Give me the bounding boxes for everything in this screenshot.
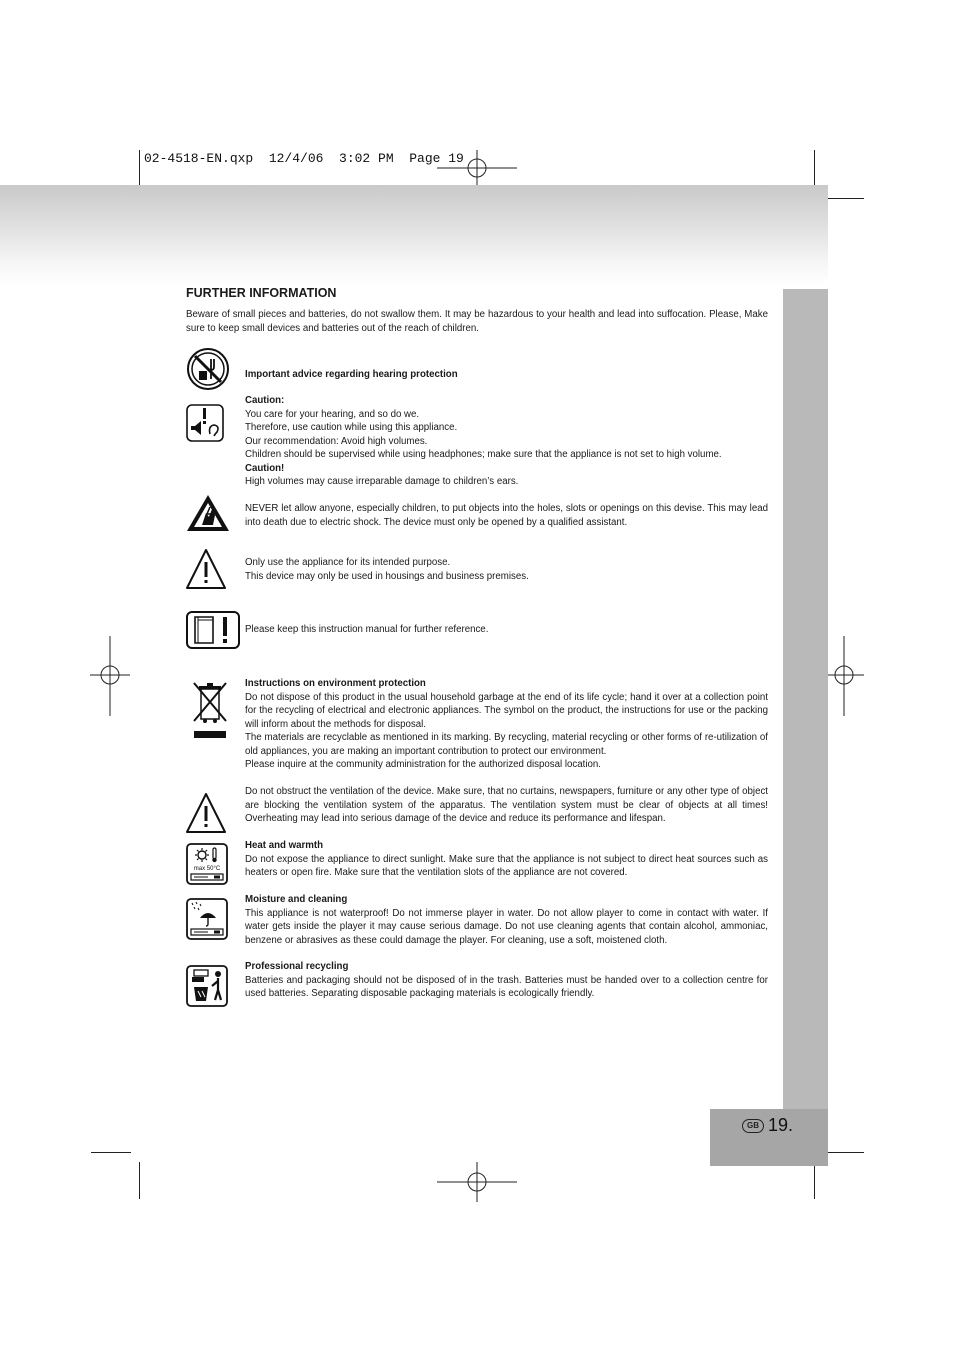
manual-book-icon [186, 611, 240, 649]
moisture-icon [186, 898, 228, 940]
side-tab-bar [783, 289, 828, 1109]
print-slug: 02-4518-EN.qxp 12/4/06 3:02 PM Page 19 [144, 151, 464, 166]
moisture-block [245, 893, 768, 947]
language-badge: GB [742, 1119, 764, 1133]
max-temperature-label: max 50°C [193, 866, 221, 872]
crop-mark [824, 1152, 864, 1153]
hearing-block [245, 394, 768, 489]
environment-paragraph: Please inquire at the community administration for the authorized disposal location. [245, 759, 601, 770]
shock-paragraph: NEVER let allow anyone, especially children, to put objects into the holes, slots or openings on this devise. This may lead into death due to electric shock. The device must only be opened by a qualified assistant. [245, 503, 768, 528]
environment-title: Instructions on environment protection [245, 678, 426, 689]
recycling-block [245, 960, 768, 1001]
hearing-line: Therefore, use caution while using this appliance. [245, 422, 458, 433]
recycling-bin-icon [186, 965, 228, 1007]
crop-mark [91, 1152, 131, 1153]
intro-paragraph: Beware of small pieces and batteries, do not swallow them. It may be hazardous to your health and lead into suffocation. Please, Make sure to keep small devices and batteries out of the reach of children. [186, 309, 768, 334]
environment-paragraph: The materials are recyclable as mentioned in its marking. By recycling, material recycling or other forms of re-utilization of old appliances, you are making an important contribution to protect our environment. [245, 732, 768, 757]
hearing-line: You care for your hearing, and so do we. [245, 408, 420, 420]
purpose-line: Only use the appliance for its intended purpose. [245, 557, 451, 568]
registration-mark-bottom [437, 1162, 517, 1202]
heat-paragraph: Do not expose the appliance to direct sunlight. Make sure that the appliance is not subject to direct heat sources such as heaters or open fire. Make sure that the ventilation slots of the appliance are not covered. [245, 853, 768, 878]
registration-mark-top [437, 150, 517, 190]
heat-title: Heat and warmth [245, 840, 324, 851]
ventilation-paragraph: Do not obstruct the ventilation of the device. Make sure, that no curtains, newspapers, furniture or any other type of object are blocking the ventilation system of the apparatus. The ventilation system must be clear of objects at all times! Overheating may lead into serious damage of the device and reduce its performance and lifespan. [245, 786, 768, 824]
main-content [186, 286, 768, 335]
caution-label: Caution! [245, 462, 285, 474]
page-number: 19. [768, 1115, 794, 1135]
manual-paragraph: Please keep this instruction manual for further reference. [245, 624, 489, 635]
electric-shock-icon [186, 493, 230, 533]
heat-block [245, 839, 768, 880]
purpose-block [245, 556, 768, 583]
purpose-line: This device may only be used in housings and business premises. [245, 570, 529, 582]
page-title: FURTHER INFORMATION [186, 286, 337, 300]
crop-mark [824, 198, 864, 199]
crop-mark [814, 1162, 815, 1199]
crop-mark [139, 150, 140, 187]
environment-block [245, 677, 768, 772]
recycling-paragraph: Batteries and packaging should not be disposed of in the trash. Batteries must be handed over to a collection centre for used batteries. Separating disposable packaging materials is ecologically friendly. [245, 974, 768, 999]
heat-icon [186, 843, 228, 885]
hearing-line: High volumes may cause irreparable damage to children’s ears. [245, 476, 519, 487]
hearing-line: Our recommendation: Avoid high volumes. [245, 435, 428, 447]
hearing-line: Children should be supervised while using headphones; make sure that the appliance is not set to high volume. [245, 449, 722, 460]
registration-mark-right [824, 636, 864, 716]
hearing-warning-icon [186, 404, 224, 442]
weee-bin-icon [192, 681, 228, 741]
hearing-title: Important advice regarding hearing protection [245, 369, 458, 380]
environment-paragraph: Do not dispose of this product in the usual household garbage at the end of its life cycle; hand it over at a collection point for the recycling of electrical and electronic appliances. The symbol on the product, the instructions for use or the packing will inform about the methods for disposal. [245, 691, 768, 730]
moisture-title: Moisture and cleaning [245, 894, 348, 905]
recycling-title: Professional recycling [245, 961, 349, 972]
caution-label: Caution: [245, 395, 285, 406]
moisture-paragraph: This appliance is not waterproof! Do not immerse player in water. Do not allow player to come in contact with water. If water gets inside the player it may cause serious damage. Do not use cleaning agents that contain alcohol, ammoniac, benzene or abrasives as these could damage the player. For cleaning, use a soft, moistened cloth. [245, 907, 768, 946]
registration-mark-left [90, 636, 130, 716]
warning-triangle-icon [186, 548, 226, 590]
header-gradient-band [0, 185, 828, 285]
ventilation-warning-icon [186, 792, 226, 834]
no-swallow-icon [186, 347, 230, 391]
crop-mark [814, 150, 815, 187]
crop-mark [139, 1162, 140, 1199]
